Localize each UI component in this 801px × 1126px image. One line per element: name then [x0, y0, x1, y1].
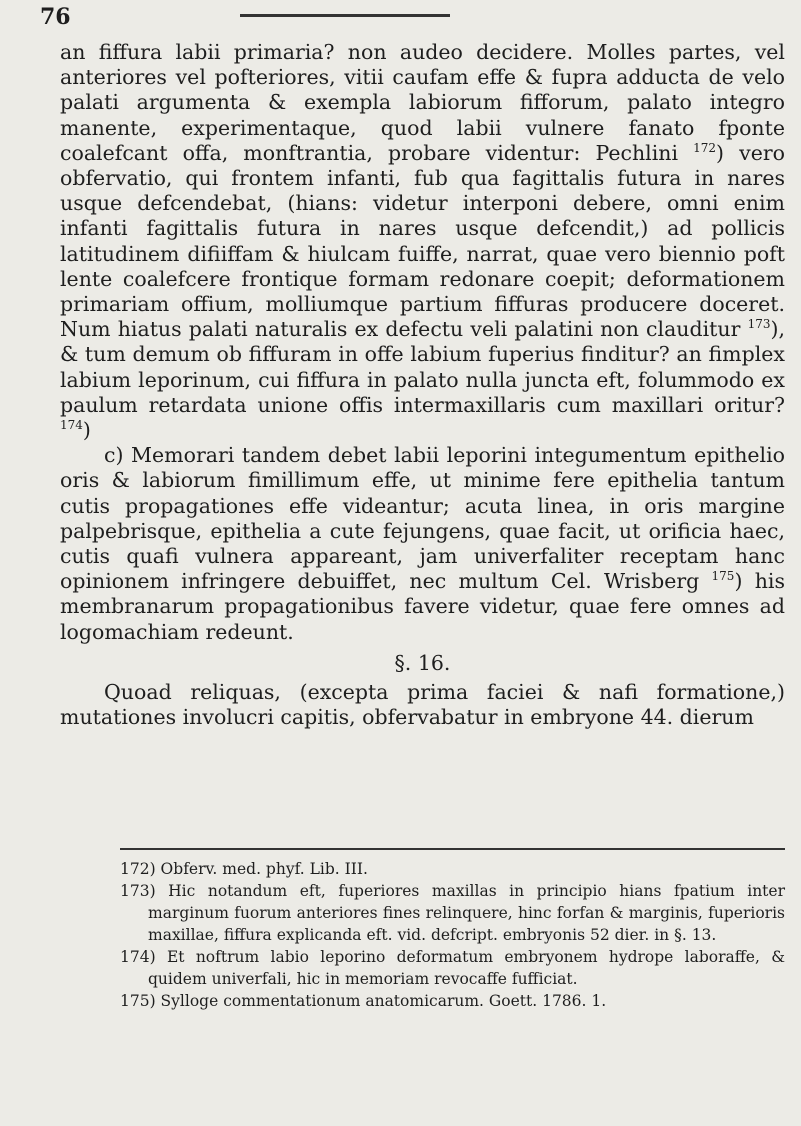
footnote-ref: 175 — [711, 569, 735, 584]
footnote: 173) Hic notandum eft, fuperiores maxillas in principio hians fpatium inter marginum fuorum anteriores fines relinquere, hinc forfan & marginis, fuperioris maxillae, fiffura explicanda eft. vid. defcript. embryonis 52 dier. in §. 13. — [120, 882, 785, 944]
footnote: 172) Obferv. med. phyf. Lib. III. — [120, 860, 368, 878]
text-run: ) his membranarum propagationibus favere videtur, quae fere omnes ad logomachiam redeunt. — [60, 569, 785, 644]
text-run: ), & tum demum ob fiffuram in offe labium fuperius finditur? an fimplex labium leporinum, cui fiffura in palato nulla juncta eft, folummodo ex paulum retardata unione offis intermaxillaris cum maxillari oritur? — [60, 317, 785, 417]
paragraph — [60, 680, 785, 730]
paragraph — [60, 40, 785, 443]
footnote-ref: 172 — [693, 140, 717, 155]
page-number: 76 — [40, 4, 71, 30]
footnotes — [120, 858, 785, 1012]
header-rule — [240, 14, 450, 17]
main-text — [60, 40, 785, 730]
footnote-ref: 173 — [747, 317, 771, 332]
text-run: Quoad reliquas, (excepta prima faciei & nafi formatione,) mutationes involucri capitis, obfervabatur in embryone 44. dierum — [60, 680, 785, 730]
section-heading — [60, 651, 785, 676]
footnote-rule — [120, 848, 785, 850]
footnote: 174) Et noftrum labio leporino deformatum embryonem hydrope laboraffe, & quidem univerfali, hic in memoriam revocaffe fufficiat. — [120, 948, 785, 988]
paragraph — [60, 443, 785, 645]
footnote: 175) Sylloge commentationum anatomicarum. Goett. 1786. 1. — [120, 992, 607, 1010]
text-run: ) vero obfervatio, qui frontem infanti, fub qua fagittalis futura in nares usque defcendebat, (hians: videtur interponi debere, omni enim infanti fagittalis futura in nares usque defcendit,) ad pollicis latitudinem difiiffam & hiulcam fuiffe, narrat, quae vero biennio poft lente coalefcere frontique formam redonare coepit; deformationem primariam offium, molliumque partium fiffuras producere doceret. Num hiatus palati naturalis ex defectu veli palatini non clauditur — [60, 140, 786, 342]
footnote-ref: 174 — [60, 418, 83, 433]
text-run: ) — [82, 418, 91, 443]
text-run: an fiffura labii primaria? non audeo decidere. Molles partes, vel anteriores vel pofteriores, vitii caufam effe & fupra adducta de velo palati argumenta & exempla labiorum fifforum, palato integro manente, experimentaque, quod labii vulnere fanato fponte coalefcant offa, monftrantia, probare videntur: Pechlini — [60, 40, 785, 165]
text-run: §. 16. — [394, 650, 451, 675]
text-run: c) Memorari tandem debet labii leporini integumentum epithelio oris & labiorum fimillimum effe, ut minime fere epithelia tantum cutis propagationes effe videantur; acuta linea, in oris margine palpebrisque, epithelia a cute fejungens, quae facit, ut orificia haec, cutis quafi vulnera appareant, jam univerfaliter receptam hanc opinionem infringere debuiffet, nec multum Cel. Wrisberg — [60, 443, 785, 594]
